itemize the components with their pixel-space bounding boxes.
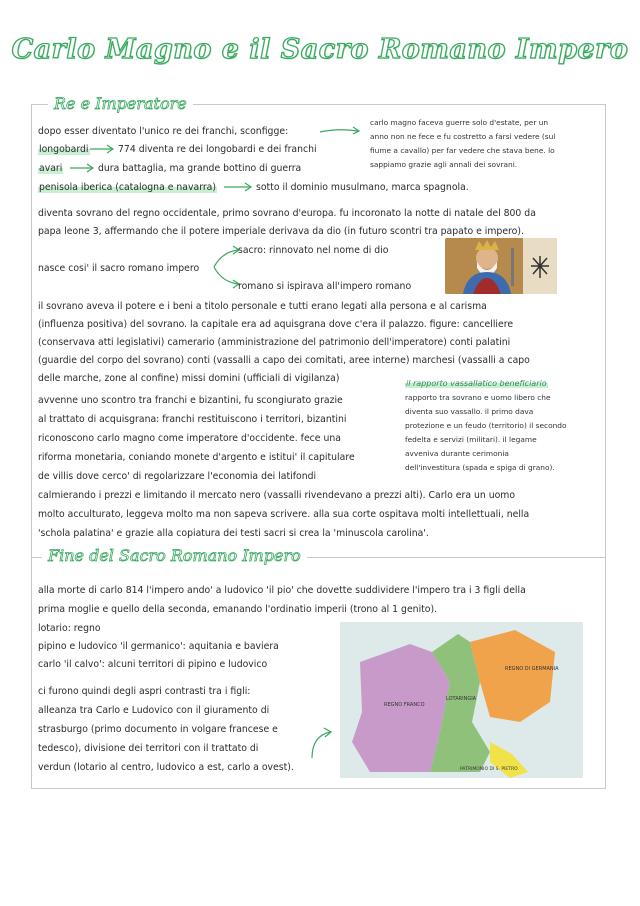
side-note-line: rapporto tra sovrano e uomo libero che [405, 393, 551, 402]
note-line: lotario: regno [38, 623, 101, 634]
note-line: delle marche, zone al confine) missi domini (ufficiali di vigilanza) [38, 373, 340, 384]
section-heading-re-e-imperatore: Re e Imperatore [48, 94, 193, 113]
note-line: avari [39, 163, 63, 174]
side-note-line: sappiamo grazie agli annali dei sovrani. [370, 160, 518, 169]
side-note-line: diventa suo vassallo. il primo dava [405, 407, 534, 416]
note-line: verdun (lotario al centro, ludovico a est, carlo a ovest). [38, 762, 294, 773]
charlemagne-portrait-image [445, 238, 557, 294]
note-line: calmierando i prezzi e limitando il mercato nero (vassalli rivendevano a prezzi alti). Carlo era un uomo [38, 490, 516, 501]
note-line: (conservava atti legislativi) camerario (amministrazione del patrimonio dell'imperatore) conti palatini [38, 337, 511, 348]
note-line: ci furono quindi degli aspri contrasti tra i figli: [38, 686, 251, 697]
note-line: 'schola palatina' e grazie alla copiatura dei testi sacri si crea la 'minuscola carolina'. [38, 528, 429, 539]
section-heading-fine-impero: Fine del Sacro Romano Impero [42, 546, 307, 565]
note-line: alleanza tra Carlo e Ludovico con il giuramento di [38, 705, 270, 716]
side-note-line: anno non ne fece e fu costretto a farsi vedere (sul [370, 132, 556, 141]
note-line: alla morte di carlo 814 l'impero ando' a ludovico 'il pio' che dovette suddividere l'impero tra i 3 figli della [38, 585, 526, 596]
side-note-line: fedelta e servizi (militari). il legame [405, 435, 537, 444]
note-line: avvenne uno scontro tra franchi e bizantini, fu scongiurato grazie [38, 395, 343, 406]
note-line: (guardie del corpo del sovrano) conti (vassalli a capo dei comitati, aree interne) marchesi (vassalli a capo [38, 355, 530, 366]
note-line: carlo 'il calvo': alcuni territori di pipino e ludovico [38, 659, 268, 670]
side-note-line: carlo magno faceva guerre solo d'estate, per un [370, 118, 549, 127]
side-note-line: fiume a cavallo) per far vedere che stava bene. lo [370, 146, 555, 155]
note-line: penisola iberica (catalogna e navarra) [39, 182, 216, 193]
map-label-south: PATRIMONIO DI S. PIETRO [460, 767, 518, 772]
note-line: (influenza positiva) del sovrano. la capitale era ad aquisgrana dove c'era il palazzo. figure: cancelliere [38, 319, 514, 330]
side-note-title: il rapporto vassallatico beneficiario [406, 379, 547, 388]
note-line: sacro: rinnovato nel nome di dio [238, 245, 389, 256]
note-line: longobardi [39, 144, 89, 155]
note-line: de villis dove cerco' di regolarizzare l'economia dei latifondi [38, 471, 317, 482]
note-line: riconoscono carlo magno come imperatore d'occidente. fece una [38, 433, 341, 444]
note-line: sotto il dominio musulmano, marca spagnola. [256, 182, 469, 193]
side-note-line: protezione e un feudo (territorio) il secondo [405, 421, 567, 430]
map-label-east: REGNO DI GERMANIA [505, 666, 559, 672]
note-line: pipino e ludovico 'il germanico': aquitania e baviera [38, 641, 279, 652]
note-line: nasce cosi' il sacro romano impero [38, 263, 200, 274]
note-line: 774 diventa re dei longobardi e dei franchi [118, 144, 317, 155]
side-note-line: dell'investitura (spada e spiga di grano). [405, 463, 555, 472]
verdun-treaty-map [340, 622, 583, 778]
note-line: papa leone 3, affermando che il potere imperiale derivava da dio (in futuro scontri tra papato e impero). [38, 226, 524, 237]
curved-arrow-icon [308, 726, 334, 760]
map-label-center: LOTARINGIA [446, 696, 477, 702]
note-line: diventa sovrano del regno occidentale, primo sovrano d'europa. fu incoronato la notte di natale del 800 da [38, 208, 536, 219]
note-line: riforma monetaria, coniando monete d'argento e istitui' il capitulare [38, 452, 355, 463]
note-line: molto acculturato, leggeva molto ma non sapeva scrivere. alla sua corte ospitava molti intellettuali, nella [38, 509, 530, 520]
arrow-icon [222, 182, 254, 192]
note-line: prima moglie e quello della seconda, emanando l'ordinatio imperii (trono al 1 genito). [38, 604, 438, 615]
arrow-icon [318, 125, 362, 137]
note-line: al trattato di acquisgrana: franchi restituiscono i territori, bizantini [38, 414, 347, 425]
note-line: dopo esser diventato l'unico re dei franchi, sconfigge: [38, 126, 289, 137]
note-line: il sovrano aveva il potere e i beni a titolo personale e tutti erano legati alla persona e al carisma [38, 301, 487, 312]
arrow-icon [68, 163, 96, 173]
note-line: dura battaglia, ma grande bottino di guerra [98, 163, 302, 174]
note-line: strasburgo (primo documento in volgare francese e [38, 724, 278, 735]
side-note-line: avveniva durante cerimonia [405, 449, 509, 458]
note-line: tedesco), divisione dei territori con il trattato di [38, 743, 259, 754]
arrow-icon [88, 144, 116, 154]
page-title: Carlo Magno e il Sacro Romano Impero [11, 34, 629, 65]
map-label-west: REGNO FRANCO [384, 702, 425, 708]
note-line: romano si ispirava all'impero romano [238, 281, 412, 292]
